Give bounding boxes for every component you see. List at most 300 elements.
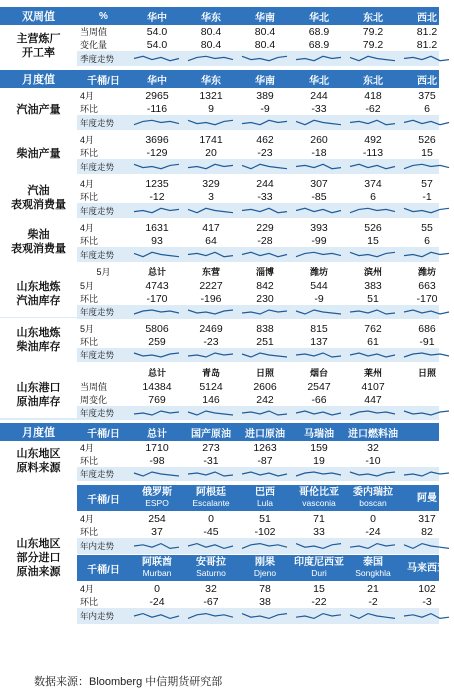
row-label: 5月 — [80, 324, 95, 334]
sparkline — [346, 115, 400, 130]
sparkline — [346, 406, 400, 420]
trend-label: 季度走势 — [80, 53, 115, 64]
sparkline-chart — [296, 248, 342, 261]
row-label: 4月 — [80, 179, 95, 189]
sub-col: 青岛 — [201, 367, 220, 378]
row-label: 当周值 — [80, 382, 108, 392]
sparkline — [130, 247, 184, 262]
sparkline — [238, 305, 292, 319]
sparkline-chart — [404, 306, 450, 318]
value-cell: 2469 — [199, 322, 223, 335]
row-label: 变化量 — [80, 40, 108, 50]
sparkline — [184, 51, 238, 66]
value-cell: 838 — [256, 322, 274, 335]
header-col-6 — [400, 423, 454, 441]
value-cell: 82 — [421, 525, 433, 538]
sparkline — [292, 348, 346, 362]
value-cell: 2965 — [145, 89, 169, 102]
sparkline-chart — [134, 116, 180, 129]
value-cell: -10 — [365, 454, 381, 467]
value-cell: 762 — [364, 322, 382, 335]
sparkline — [184, 203, 238, 218]
value-cell: 242 — [256, 393, 274, 406]
row-label: 4月 — [80, 514, 95, 524]
value-cell: -113 — [362, 146, 384, 159]
value-cell: 815 — [310, 322, 328, 335]
sub-col: 烟台 — [309, 367, 328, 378]
section-title: 山东地炼 柴油库存 — [0, 318, 77, 362]
value-cell: 79.2 — [362, 25, 384, 38]
sparkline-chart — [296, 52, 342, 65]
trend-label: 年内走势 — [80, 541, 115, 551]
sparkline-chart — [350, 306, 396, 318]
header-col-1: 华中 — [147, 75, 167, 87]
sparkline — [184, 305, 238, 319]
value-cell: 0 — [208, 512, 214, 525]
sparkline — [130, 348, 184, 362]
header-unit: 千桶/日 — [87, 564, 120, 576]
source-note: 数据来源：Bloomberg 中信期货研究部 — [34, 676, 223, 688]
header-unit: 千桶/日 — [87, 75, 120, 87]
header-col-3: 进口原油 — [245, 428, 285, 440]
section-title: 山东地区 原料来源 — [0, 441, 77, 481]
value-cell: 71 — [313, 512, 325, 525]
value-cell: 462 — [256, 133, 274, 146]
header-col-1: 俄罗斯 ESPO — [142, 487, 172, 508]
value-cell: -22 — [311, 595, 327, 608]
sparkline — [238, 51, 292, 66]
sub-col: 潍坊 — [309, 266, 328, 277]
trend-label: 年度走势 — [80, 350, 115, 360]
value-cell: 526 — [418, 133, 436, 146]
sparkline-chart — [134, 306, 180, 318]
value-cell: 251 — [256, 335, 274, 348]
value-cell: -33 — [311, 102, 327, 115]
row-label: 4月 — [80, 443, 95, 453]
header-row — [0, 70, 439, 88]
header-col-3: 巴西 Lula — [255, 487, 275, 508]
value-cell: -24 — [365, 525, 381, 538]
value-cell: -28 — [257, 234, 273, 247]
header-col-4: 华北 — [309, 12, 329, 24]
sparkline-chart — [188, 204, 234, 217]
value-cell: -98 — [149, 454, 165, 467]
row-label: 5月 — [96, 266, 111, 277]
value-cell: 64 — [205, 234, 217, 247]
value-cell: 15 — [367, 234, 379, 247]
header-col: 刚果 Djeno — [253, 557, 277, 578]
sub-col: 总计 — [147, 266, 166, 277]
value-cell: 1710 — [145, 441, 169, 454]
sparkline — [130, 538, 184, 554]
row-label: 环比 — [80, 456, 99, 466]
header-col-3: 华南 — [255, 75, 275, 87]
row-label: 4月 — [80, 223, 95, 233]
value-cell: 244 — [256, 177, 274, 190]
value-cell — [400, 454, 454, 467]
trend-label: 年度走势 — [80, 249, 115, 260]
trend-label: 年度走势 — [80, 117, 115, 128]
sparkline-chart — [404, 52, 450, 65]
value-cell: 6 — [370, 190, 376, 203]
value-cell: 15 — [313, 582, 325, 595]
value-cell: 80.4 — [254, 25, 276, 38]
section-title: 山东地炼 汽油库存 — [0, 271, 77, 317]
value-cell: 260 — [310, 133, 328, 146]
value-cell: 55 — [421, 221, 433, 234]
value-cell: -196 — [200, 292, 222, 305]
value-cell: -66 — [311, 393, 327, 406]
value-cell: 102 — [418, 582, 436, 595]
sparkline-chart — [188, 609, 234, 623]
sparkline-chart — [242, 539, 288, 553]
sparkline-chart — [188, 468, 234, 480]
header-col-5: 委内瑞拉 boscan — [353, 487, 393, 508]
sparkline — [292, 305, 346, 319]
sparkline-chart — [296, 204, 342, 217]
row-label: 环比 — [80, 148, 99, 158]
value-cell: -87 — [257, 454, 273, 467]
sub-col: 滨州 — [363, 266, 382, 277]
value-cell: 307 — [310, 177, 328, 190]
sub-col: 日照 — [255, 367, 274, 378]
sparkline — [238, 203, 292, 218]
sparkline-chart — [350, 407, 396, 419]
sparkline — [292, 247, 346, 262]
value-cell: -45 — [203, 525, 219, 538]
header-col-4: 马瑞油 — [304, 428, 334, 440]
value-cell: 38 — [259, 595, 271, 608]
header-col-6: 西北 — [417, 12, 437, 24]
value-cell: 80.4 — [200, 38, 222, 51]
trend-label: 年度走势 — [80, 205, 115, 216]
value-cell: 15 — [421, 146, 433, 159]
value-cell: 417 — [202, 221, 220, 234]
value-cell: -1 — [422, 190, 432, 203]
value-cell: 19 — [313, 454, 325, 467]
value-cell: -62 — [365, 102, 381, 115]
value-cell: 375 — [418, 89, 436, 102]
header-col: 安哥拉 Saturno — [196, 557, 226, 578]
value-cell: -102 — [254, 525, 276, 538]
value-cell: 544 — [310, 279, 328, 292]
section-title: 山东港口 原油库存 — [0, 372, 77, 418]
header-col-6: 阿曼 — [417, 492, 437, 504]
sparkline — [130, 203, 184, 218]
sparkline-chart — [350, 349, 396, 361]
header-col-2: 华东 — [201, 75, 221, 87]
sparkline-chart — [242, 468, 288, 480]
value-cell: -31 — [203, 454, 219, 467]
sparkline — [400, 159, 454, 174]
sparkline — [346, 247, 400, 262]
header-col-3: 华南 — [255, 12, 275, 24]
trend-label: 年度走势 — [80, 408, 115, 418]
sparkline-chart — [296, 116, 342, 129]
sparkline — [346, 608, 400, 624]
header-col: 马来西亚 — [407, 562, 447, 574]
value-cell: 4107 — [361, 380, 385, 393]
section-title: 柴油 表观消费量 — [0, 221, 77, 262]
section-title: 汽油产量 — [0, 89, 77, 130]
value-cell: -18 — [311, 146, 327, 159]
sparkline-chart — [242, 116, 288, 129]
sparkline — [238, 538, 292, 554]
row-label: 4月 — [80, 91, 95, 101]
value-cell: 229 — [256, 221, 274, 234]
value-cell: -129 — [146, 146, 168, 159]
sparkline-chart — [242, 306, 288, 318]
value-cell: 80.4 — [254, 38, 276, 51]
value-cell: 259 — [148, 335, 166, 348]
sparkline — [292, 203, 346, 218]
value-cell: 526 — [364, 221, 382, 234]
value-cell: 54.0 — [146, 38, 168, 51]
value-cell: 78 — [259, 582, 271, 595]
sparkline — [400, 538, 454, 554]
sparkline — [238, 115, 292, 130]
sparkline-chart — [350, 160, 396, 173]
sparkline — [184, 348, 238, 362]
sparkline — [292, 115, 346, 130]
value-cell: 51 — [259, 512, 271, 525]
sparkline — [238, 467, 292, 481]
sparkline — [292, 51, 346, 66]
value-cell: 1263 — [253, 441, 277, 454]
sparkline-chart — [296, 609, 342, 623]
value-cell: 159 — [310, 441, 328, 454]
value-cell: 492 — [364, 133, 382, 146]
sparkline-chart — [242, 609, 288, 623]
value-cell — [400, 441, 454, 454]
sparkline — [346, 203, 400, 218]
sparkline-chart — [134, 349, 180, 361]
value-cell: 1321 — [199, 89, 223, 102]
header-col: 印度尼西亚 Duri — [294, 557, 344, 578]
value-cell: 769 — [148, 393, 166, 406]
sparkline-chart — [134, 52, 180, 65]
sparkline — [346, 305, 400, 319]
sparkline — [184, 406, 238, 420]
sparkline-chart — [242, 204, 288, 217]
value-cell: -116 — [146, 102, 168, 115]
value-cell: -12 — [149, 190, 165, 203]
value-cell: -91 — [419, 335, 435, 348]
sparkline — [346, 538, 400, 554]
value-cell: 57 — [421, 177, 433, 190]
value-cell: 383 — [364, 279, 382, 292]
value-cell: 146 — [202, 393, 220, 406]
sparkline-chart — [134, 248, 180, 261]
sparkline — [238, 348, 292, 362]
sparkline — [400, 203, 454, 218]
row-label: 环比 — [80, 236, 99, 246]
sparkline-chart — [350, 204, 396, 217]
value-cell: 0 — [370, 512, 376, 525]
value-cell: 79.2 — [362, 38, 384, 51]
value-cell: -9 — [314, 292, 324, 305]
sparkline — [292, 608, 346, 624]
value-cell: 230 — [256, 292, 274, 305]
header-col-2: 华东 — [201, 12, 221, 24]
sparkline — [292, 159, 346, 174]
value-cell: -99 — [311, 234, 327, 247]
sparkline — [346, 348, 400, 362]
header-col: 泰国 Songkhla — [355, 557, 391, 578]
sparkline-chart — [134, 160, 180, 173]
sparkline-chart — [404, 539, 450, 553]
sparkline — [130, 406, 184, 420]
sparkline — [130, 115, 184, 130]
sparkline — [346, 159, 400, 174]
value-cell: -24 — [149, 595, 165, 608]
row-label: 环比 — [80, 337, 99, 347]
sparkline-chart — [296, 468, 342, 480]
sparkline — [184, 467, 238, 481]
value-cell: 32 — [205, 582, 217, 595]
row-label: 4月 — [80, 135, 95, 145]
value-cell — [400, 380, 454, 393]
row-label: 环比 — [80, 104, 99, 114]
value-cell: 21 — [367, 582, 379, 595]
sub-col: 莱州 — [363, 367, 382, 378]
value-cell: 842 — [256, 279, 274, 292]
sparkline-chart — [296, 407, 342, 419]
header-unit: 千桶/日 — [87, 494, 120, 506]
value-cell: 1235 — [145, 177, 169, 190]
sub-col: 日照 — [417, 367, 436, 378]
sub-col: 淄博 — [255, 266, 274, 277]
sparkline — [184, 608, 238, 624]
value-cell: 317 — [418, 512, 436, 525]
sub-col: 东营 — [201, 266, 220, 277]
sparkline — [400, 51, 454, 66]
sparkline-chart — [188, 539, 234, 553]
value-cell: 37 — [151, 525, 163, 538]
sparkline-chart — [350, 609, 396, 623]
sparkline-chart — [188, 349, 234, 361]
value-cell: 447 — [364, 393, 382, 406]
value-cell: 81.2 — [416, 38, 438, 51]
sparkline-chart — [404, 349, 450, 361]
value-cell: 80.4 — [200, 25, 222, 38]
value-cell: -170 — [146, 292, 168, 305]
sparkline-chart — [242, 160, 288, 173]
value-cell: 54.0 — [146, 25, 168, 38]
section-title: 山东地区 部分进口 原油来源 — [0, 483, 77, 633]
header-col-1: 华中 — [147, 12, 167, 24]
value-cell: -23 — [257, 146, 273, 159]
sparkline — [238, 247, 292, 262]
value-cell: -67 — [203, 595, 219, 608]
value-cell: 6 — [424, 102, 430, 115]
sparkline — [400, 608, 454, 624]
sparkline-chart — [404, 248, 450, 261]
value-cell: 93 — [151, 234, 163, 247]
sparkline-chart — [404, 160, 450, 173]
sparkline-chart — [188, 248, 234, 261]
trend-label: 年内走势 — [80, 611, 115, 621]
row-label: 5月 — [80, 281, 95, 291]
sparkline-chart — [350, 468, 396, 480]
sparkline — [130, 467, 184, 481]
trend-label: 年度走势 — [80, 161, 115, 172]
header-col-1: 总计 — [147, 428, 167, 440]
value-cell: 51 — [367, 292, 379, 305]
header-col: 阿联酋 Murban — [142, 557, 172, 578]
sparkline — [346, 51, 400, 66]
value-cell: 389 — [256, 89, 274, 102]
sparkline — [184, 538, 238, 554]
value-cell: 0 — [154, 582, 160, 595]
sparkline — [184, 247, 238, 262]
value-cell: 663 — [418, 279, 436, 292]
value-cell: 686 — [418, 322, 436, 335]
sparkline — [130, 305, 184, 319]
header-row — [0, 7, 439, 25]
header-col-5: 进口燃料油 — [348, 428, 398, 440]
sparkline — [130, 159, 184, 174]
value-cell: 2606 — [253, 380, 277, 393]
sparkline-chart — [242, 407, 288, 419]
value-cell: 3 — [208, 190, 214, 203]
sparkline — [292, 467, 346, 481]
sparkline-chart — [350, 52, 396, 65]
sparkline — [400, 247, 454, 262]
value-cell: 418 — [364, 89, 382, 102]
header-col-5: 东北 — [363, 75, 383, 87]
sparkline-chart — [188, 407, 234, 419]
value-cell: 68.9 — [308, 38, 330, 51]
sparkline-chart — [134, 407, 180, 419]
sparkline — [238, 406, 292, 420]
value-cell: 374 — [364, 177, 382, 190]
value-cell: 33 — [313, 525, 325, 538]
value-cell: 9 — [208, 102, 214, 115]
sparkline-chart — [188, 116, 234, 129]
sub-col: 潍坊 — [417, 266, 436, 277]
value-cell: 393 — [310, 221, 328, 234]
sparkline — [400, 467, 454, 481]
value-cell: 254 — [148, 512, 166, 525]
value-cell: 3696 — [145, 133, 169, 146]
sparkline-chart — [404, 116, 450, 129]
value-cell: -3 — [422, 595, 432, 608]
header-row — [0, 423, 439, 441]
trend-label: 年度走势 — [80, 307, 115, 317]
sparkline-chart — [134, 468, 180, 480]
header-name: 双周值 — [22, 11, 55, 23]
header-unit: % — [99, 10, 108, 22]
value-cell: 32 — [367, 441, 379, 454]
sparkline — [292, 538, 346, 554]
row-label: 周变化 — [80, 395, 108, 405]
header-col-4: 华北 — [309, 75, 329, 87]
sparkline — [400, 305, 454, 319]
value-cell: -33 — [257, 190, 273, 203]
value-cell: 137 — [310, 335, 328, 348]
sparkline-chart — [296, 306, 342, 318]
row-label: 当周值 — [80, 27, 108, 37]
value-cell: 273 — [202, 441, 220, 454]
row-label: 环比 — [80, 527, 99, 537]
value-cell: 4743 — [145, 279, 169, 292]
sparkline-chart — [134, 539, 180, 553]
sparkline — [400, 406, 454, 420]
row-label: 4月 — [80, 584, 95, 594]
sparkline-chart — [188, 52, 234, 65]
sparkline — [238, 608, 292, 624]
